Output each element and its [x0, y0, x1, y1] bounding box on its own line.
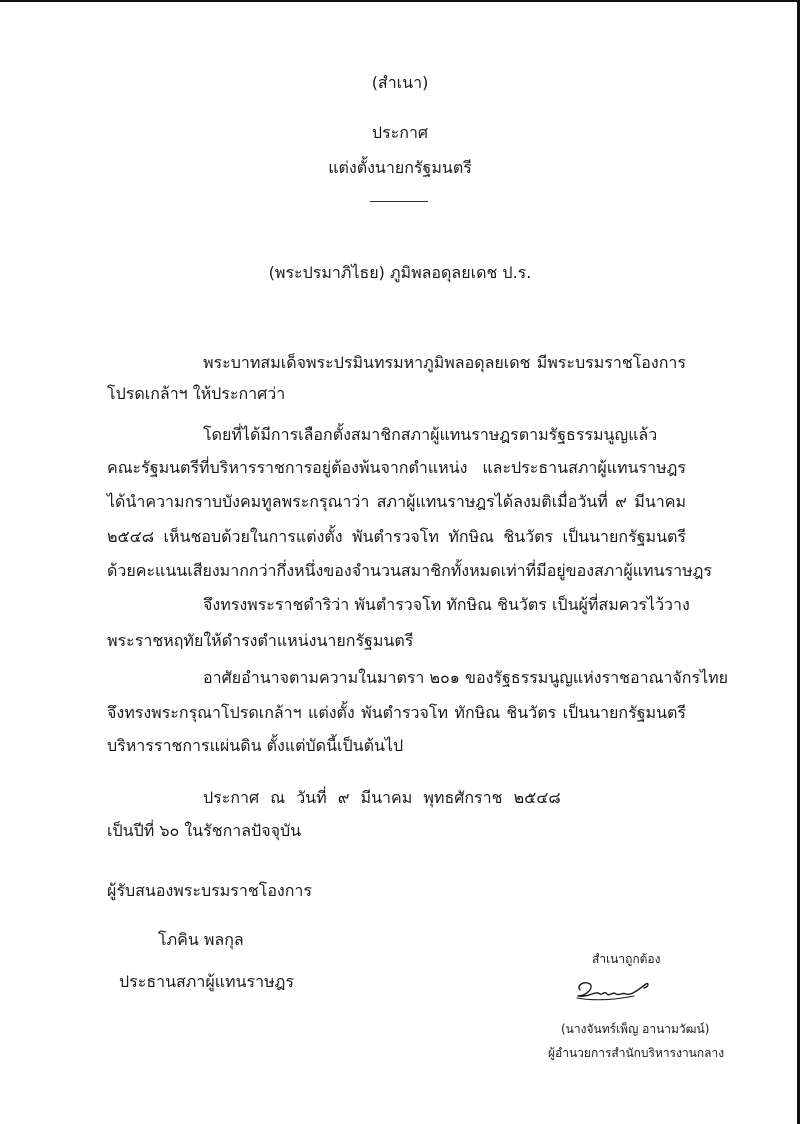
- paragraph-2-line-5: ด้วยคะแนนเสียงมากกว่ากึ่งหนึ่งของจำนวนสมาชิกทั้งหมดเท่าที่มีอยู่ของสภาผู้แทนราษฎร: [107, 561, 712, 580]
- paragraph-2-line-4: ๒๕๔๘ เห็นชอบด้วยในการแต่งตั้ง พันตำรวจโท ทักษิณ ชินวัตร เป็นนายกรัฐมนตรี: [107, 527, 686, 546]
- certifier-name: (นางจันทร์เพ็ญ อานามวัฒน์): [561, 1022, 710, 1036]
- countersign-label: ผู้รับสนองพระบรมราชโองการ: [107, 881, 312, 900]
- paragraph-2-line-3: ได้นำความกราบบังคมทูลพระกรุณาว่า สภาผู้แทนราษฎรได้ลงมติเมื่อวันที่ ๙ มีนาคม: [107, 492, 686, 511]
- paragraph-1-line-2: โปรดเกล้าฯ ให้ประกาศว่า: [107, 384, 286, 403]
- handwritten-signature: [574, 976, 658, 1006]
- countersign-position: ประธานสภาผู้แทนราษฎร: [119, 972, 294, 991]
- dateline-line-2: เป็นปีที่ ๖๐ ในรัชกาลปัจจุบัน: [107, 821, 302, 840]
- title-divider: [370, 201, 428, 202]
- paragraph-1-line-1: พระบาทสมเด็จพระปรมินทรมหาภูมิพลอดุลยเดช มีพระบรมราชโองการ: [203, 353, 686, 372]
- paragraph-4-line-2: จึงทรงพระกรุณาโปรดเกล้าฯ แต่งตั้ง พันตำรวจโท ทักษิณ ชินวัตร เป็นนายกรัฐมนตรี: [107, 703, 686, 722]
- paragraph-4-line-1: อาศัยอำนาจตามความในมาตรา ๒๐๑ ของรัฐธรรมนูญแห่งราชอาณาจักรไทย: [203, 668, 729, 687]
- paragraph-3-line-1: จึงทรงพระราชดำริว่า พันตำรวจโท ทักษิณ ชินวัตร เป็นผู้ที่สมควรไว้วาง: [203, 595, 690, 614]
- dateline-line-1: ประกาศ ณ วันที่ ๙ มีนาคม พุทธศักราช ๒๕๔๘: [203, 788, 561, 807]
- certified-copy-label: สำเนาถูกต้อง: [592, 952, 661, 966]
- paragraph-2-line-2: คณะรัฐมนตรีที่บริหารราชการอยู่ต้องพ้นจากตำแหน่ง และประธานสภาผู้แทนราษฎร: [107, 458, 686, 477]
- paragraph-3-line-2: พระราชหฤทัยให้ดำรงตำแหน่งนายกรัฐมนตรี: [107, 631, 414, 650]
- document-title: ประกาศ: [371, 123, 429, 142]
- copy-mark: (สำเนา): [371, 73, 429, 92]
- page-edge-top: [0, 0, 800, 2]
- countersign-name: โภคิน พลกุล: [158, 930, 244, 949]
- certifier-position: ผู้อำนวยการสำนักบริหารงานกลาง: [548, 1046, 725, 1060]
- royal-signature-line: (พระปรมาภิไธย) ภูมิพลอดุลยเดช ป.ร.: [268, 263, 532, 282]
- paragraph-2-line-1: โดยที่ได้มีการเลือกตั้งสมาชิกสภาผู้แทนราษฎรตามรัฐธรรมนูญแล้ว: [203, 425, 658, 444]
- paragraph-4-line-3: บริหารราชการแผ่นดิน ตั้งแต่บัดนี้เป็นต้นไป: [107, 736, 404, 755]
- document-subtitle: แต่งตั้งนายกรัฐมนตรี: [328, 158, 472, 177]
